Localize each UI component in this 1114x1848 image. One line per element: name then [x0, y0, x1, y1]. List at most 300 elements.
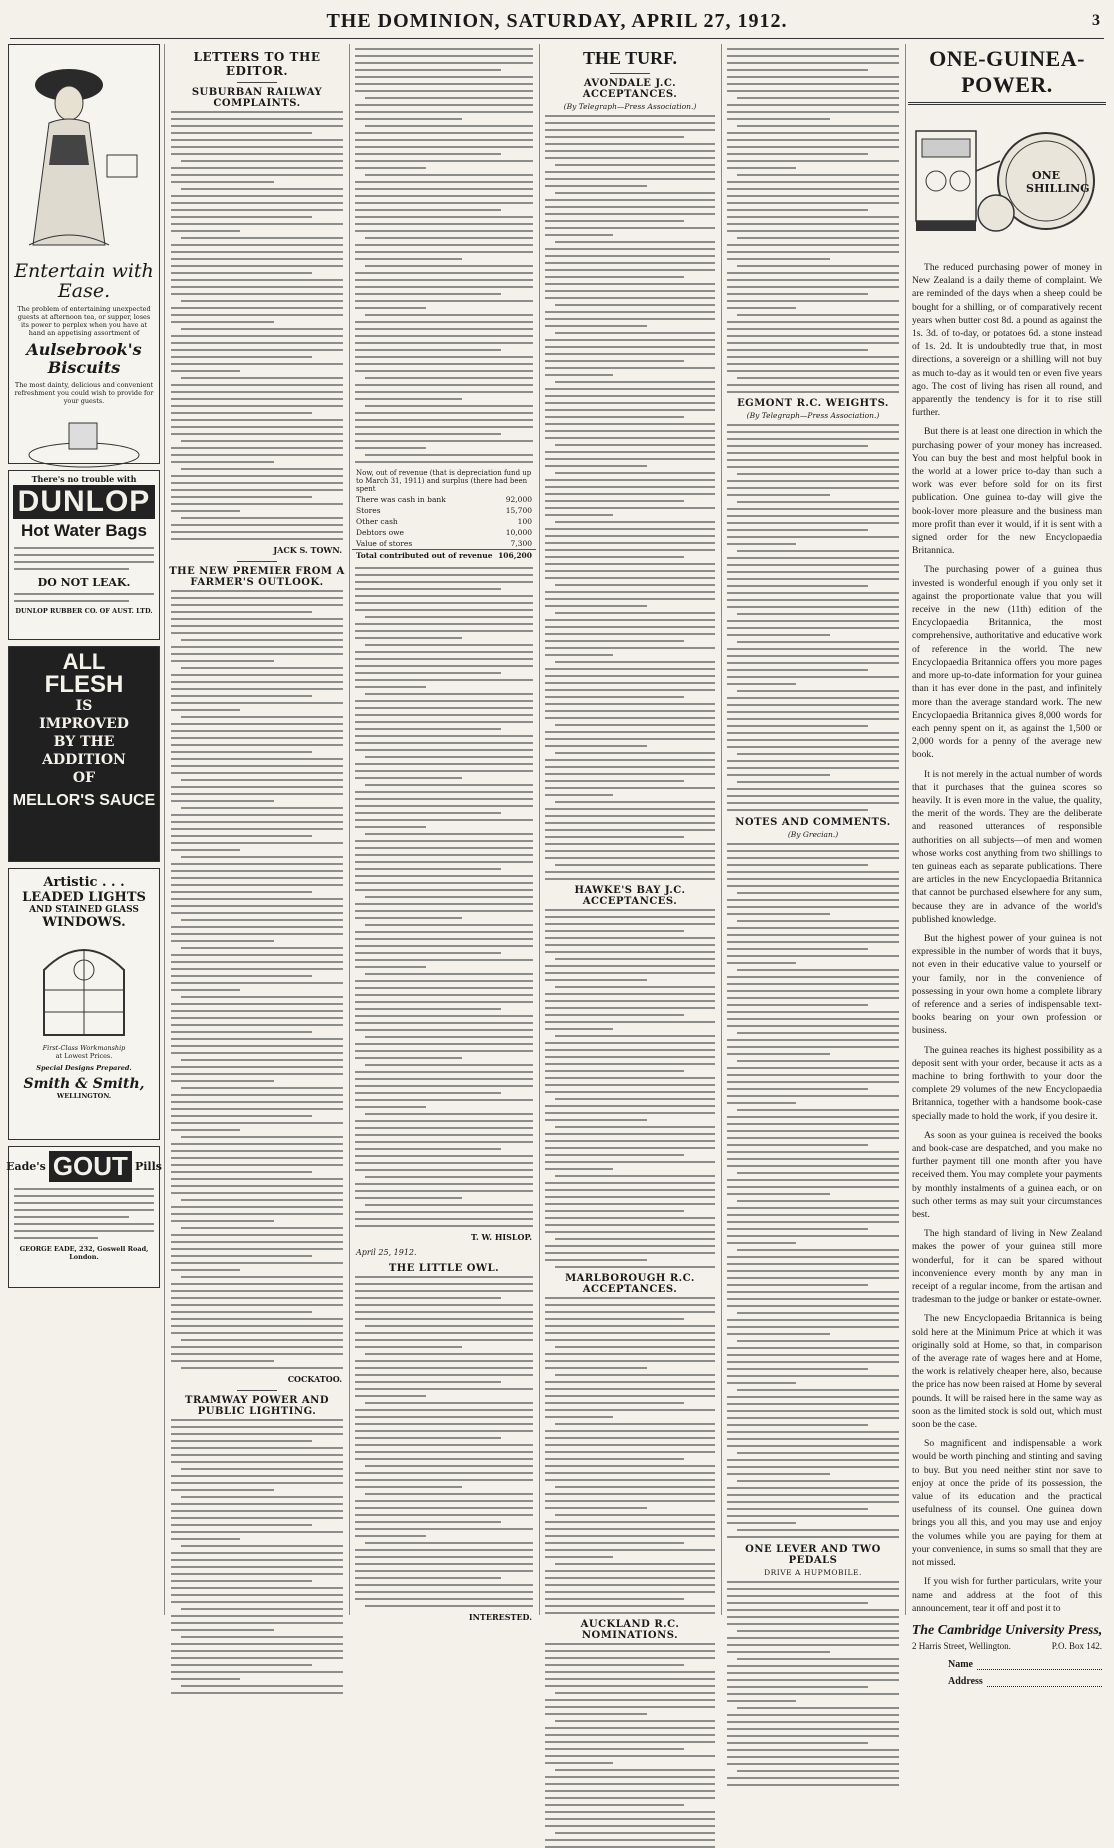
- text-line: [727, 1728, 899, 1730]
- text-line: [545, 1556, 613, 1558]
- text-line: [171, 1440, 312, 1442]
- article-text: [168, 590, 346, 1369]
- text-line: [355, 1127, 533, 1129]
- text-line: [727, 522, 899, 524]
- text-line: [171, 702, 343, 704]
- text-line: [727, 1263, 899, 1265]
- text-line: [171, 146, 343, 148]
- article-text: [724, 1581, 902, 1786]
- text-line: [355, 1444, 533, 1446]
- text-line: [545, 1783, 715, 1785]
- text-line: [171, 279, 343, 281]
- text-line: [171, 821, 343, 823]
- text-line: [545, 675, 715, 677]
- text-line: [545, 822, 715, 824]
- text-line: [737, 314, 899, 316]
- text-line: [545, 1804, 684, 1806]
- text-line: [555, 332, 715, 334]
- text-line: [181, 1199, 343, 1201]
- text-line: [727, 627, 899, 629]
- text-line: [355, 1162, 533, 1164]
- text-line: [545, 409, 715, 411]
- text-line: [727, 1501, 899, 1503]
- text-line: [171, 1052, 343, 1054]
- section-title: TRAMWAY POWER AND PUBLIC LIGHTING.: [185, 1395, 329, 1417]
- text-line: [727, 424, 899, 426]
- text-line: [365, 1493, 533, 1495]
- text-line: [355, 1423, 533, 1425]
- text-line: [355, 1015, 533, 1017]
- text-line: [727, 328, 899, 330]
- text-line: [171, 681, 343, 683]
- text-line: [355, 966, 426, 968]
- text-line: [365, 644, 533, 646]
- text-line: [355, 1106, 426, 1108]
- text-line: [181, 1636, 343, 1638]
- text-line: [355, 938, 533, 940]
- text-line: [355, 1071, 533, 1073]
- text-line: [727, 487, 899, 489]
- ad-product: Hot Water Bags: [21, 521, 147, 540]
- text-line: [545, 458, 715, 460]
- text-line: [545, 227, 715, 229]
- text-line: [545, 745, 647, 747]
- text-line: [737, 550, 899, 552]
- ad-line: FLESH: [44, 671, 124, 698]
- racing-notes-column: [724, 44, 902, 1615]
- text-line: [355, 749, 533, 751]
- text-line: [727, 1221, 899, 1223]
- ad-paragraph: The new Encyclopaedia Britannica is being sold here at the Minimum Price at which it was originally sold at Home, so that, in comparison of the average rate of wages here and at Home, the work is relatively cheaper here, also, because the price has now been raised at Home by several pounds. It will be raised here in the same way as soon as the limited stock is sold out, which must soon be the case.: [912, 1313, 1102, 1431]
- text-line: [727, 1424, 868, 1426]
- text-line: [171, 139, 343, 141]
- address-label: Address: [948, 1675, 983, 1687]
- text-line: [171, 1122, 343, 1124]
- text-line: [727, 571, 899, 573]
- letter-signature: COCKATOO.: [287, 1374, 342, 1384]
- text-line: [545, 1549, 715, 1551]
- text-line: [365, 377, 533, 379]
- text-line: [727, 1466, 899, 1468]
- text-line: [355, 777, 462, 779]
- text-line: [355, 910, 533, 912]
- text-line: [355, 1430, 533, 1432]
- text-line: [727, 1228, 868, 1230]
- text-line: [555, 1175, 715, 1177]
- text-line: [727, 202, 899, 204]
- text-line: [545, 1119, 647, 1121]
- text-line: [181, 237, 343, 239]
- text-line: [555, 241, 715, 243]
- text-line: [171, 975, 312, 977]
- text-line: [355, 146, 533, 148]
- text-line: [355, 160, 533, 162]
- text-line: [181, 667, 343, 669]
- text-line: [355, 1148, 501, 1150]
- text-line: [545, 654, 613, 656]
- text-line: [545, 479, 715, 481]
- text-line: [545, 731, 715, 733]
- text-line: [555, 612, 715, 614]
- text-line: [545, 1570, 715, 1572]
- text-line: [355, 1283, 533, 1285]
- text-line: [727, 1714, 899, 1716]
- text-line: [727, 132, 899, 134]
- text-line: [355, 707, 533, 709]
- text-line: [355, 272, 533, 274]
- text-line: [355, 1008, 501, 1010]
- text-line: [727, 1277, 899, 1279]
- text-line: [545, 738, 715, 740]
- row-label: Other cash: [356, 517, 398, 526]
- text-line: [355, 1381, 501, 1383]
- text-line: [171, 632, 343, 634]
- address-field[interactable]: [948, 1676, 1102, 1687]
- text-line: [355, 118, 462, 120]
- text-line: [727, 111, 899, 113]
- text-line: [545, 1776, 715, 1778]
- text-line: [727, 746, 899, 748]
- text-line: [171, 244, 343, 246]
- text-line: [171, 1150, 343, 1152]
- mellors-sauce-ad: [8, 646, 160, 862]
- text-line: [355, 1367, 533, 1369]
- text-line: [545, 1678, 715, 1680]
- text-line: [727, 913, 830, 915]
- text-line: [171, 209, 343, 211]
- text-line: [555, 958, 715, 960]
- text-line: [737, 920, 899, 922]
- text-line: [355, 370, 533, 372]
- text-line: [355, 1050, 533, 1052]
- column-divider: [721, 44, 722, 1615]
- text-line: [545, 1643, 715, 1645]
- text-line: [727, 335, 899, 337]
- text-line: [545, 1612, 715, 1614]
- text-line: [545, 486, 715, 488]
- text-line: [545, 1734, 715, 1736]
- article-text: [168, 111, 346, 540]
- text-line: [355, 251, 533, 253]
- text-line: [171, 1290, 343, 1292]
- article-text: [724, 48, 902, 393]
- text-line: [727, 1784, 899, 1786]
- text-line: [545, 1458, 684, 1460]
- text-line: [355, 686, 426, 688]
- text-line: [171, 181, 274, 183]
- ad-paragraph: As soon as your guinea is received the books and book-case are despatched, and you make no further payment till one month after you have received them. You may complete your payments by monthly instalments of a guinea each, or on such other terms as may suit your circumstances best.: [912, 1129, 1102, 1221]
- text-line: [727, 1046, 899, 1048]
- text-line: [545, 143, 715, 145]
- text-line: [355, 735, 533, 737]
- text-line: [727, 349, 868, 351]
- text-line: [545, 871, 715, 873]
- text-line: [171, 1531, 343, 1533]
- text-line: [355, 651, 533, 653]
- text-line: [545, 1381, 715, 1383]
- text-line: [171, 653, 343, 655]
- text-line: [355, 1598, 533, 1600]
- text-line: [171, 800, 274, 802]
- text-line: [355, 791, 533, 793]
- row-label: There was cash in bank: [356, 495, 446, 504]
- text-line: [737, 97, 899, 99]
- text-line: [171, 335, 343, 337]
- text-line: [171, 349, 343, 351]
- text-line: [171, 482, 343, 484]
- text-line: [727, 1116, 899, 1118]
- section-title: ONE LEVER AND TWO PEDALS: [745, 1544, 881, 1566]
- text-line: [545, 1598, 684, 1600]
- text-line: [355, 363, 533, 365]
- section-title: AVONDALE J.C. ACCEPTANCES.: [582, 78, 678, 100]
- text-line: [171, 1017, 343, 1019]
- publisher-po-box: P.O. Box 142.: [1051, 1640, 1102, 1651]
- text-line: [365, 1204, 533, 1206]
- text-line: [355, 1085, 533, 1087]
- text-line: [545, 1706, 715, 1708]
- article-text: [542, 1643, 718, 1848]
- section-subtitle: (By Telegraph—Press Association.): [746, 411, 880, 420]
- text-line: [727, 342, 899, 344]
- page-number: 3: [1092, 12, 1100, 29]
- text-line: [171, 524, 343, 526]
- text-line: [171, 688, 343, 690]
- text-line: [171, 1580, 312, 1582]
- letters-column: [168, 44, 346, 1615]
- text-line: [727, 1298, 899, 1300]
- text-line: [727, 1165, 899, 1167]
- text-line: [365, 237, 533, 239]
- text-line: [171, 1269, 240, 1271]
- text-line: [545, 843, 715, 845]
- text-line: [727, 1686, 868, 1688]
- text-line: [171, 230, 240, 232]
- text-line: [727, 697, 899, 699]
- text-line: [545, 248, 715, 250]
- text-line: [355, 1556, 533, 1558]
- text-line: [727, 1777, 899, 1779]
- text-line: [737, 265, 899, 267]
- text-line: [727, 795, 899, 797]
- text-line: [171, 1178, 343, 1180]
- coin-machine-illustration-icon: [908, 111, 1106, 251]
- text-line: [727, 104, 899, 106]
- text-line: [355, 763, 533, 765]
- text-line: [355, 581, 533, 583]
- text-line: [171, 447, 343, 449]
- text-line: [171, 1692, 343, 1694]
- text-line: [545, 1741, 715, 1743]
- text-line: [171, 1573, 343, 1575]
- text-line: [545, 276, 684, 278]
- text-line: [727, 760, 899, 762]
- text-line: [355, 840, 533, 842]
- text-line: [355, 1500, 533, 1502]
- text-line: [737, 1312, 899, 1314]
- text-line: [355, 447, 426, 449]
- text-line: [171, 926, 343, 928]
- revenue-table-row: [352, 527, 536, 538]
- text-line: [171, 1157, 343, 1159]
- text-line: [727, 655, 899, 657]
- ad-line: ALL: [62, 649, 106, 674]
- text-line: [737, 1249, 899, 1251]
- text-line: [545, 563, 715, 565]
- text-line: [365, 833, 533, 835]
- text-line: [171, 419, 343, 421]
- advertisement-column: [8, 44, 160, 1615]
- text-line: [727, 1403, 899, 1405]
- text-line: [171, 223, 343, 225]
- text-line: [355, 1486, 462, 1488]
- name-field[interactable]: [948, 1659, 1102, 1670]
- text-line: [355, 1169, 533, 1171]
- turf-heading: THE TURF.: [582, 48, 678, 68]
- text-line: [181, 639, 343, 641]
- text-line: [355, 1225, 533, 1227]
- text-line: [355, 1549, 533, 1551]
- text-line: [545, 311, 715, 313]
- ad-city: WELLINGTON.: [56, 1092, 112, 1100]
- text-line: [727, 941, 899, 943]
- text-line: [355, 356, 533, 358]
- text-line: [545, 325, 647, 327]
- text-line: [545, 1699, 715, 1701]
- text-line: [737, 1200, 899, 1202]
- text-line: [555, 864, 715, 866]
- text-line: [171, 1419, 343, 1421]
- text-line: [171, 1657, 343, 1659]
- text-line: [181, 1468, 343, 1470]
- text-line: [171, 1010, 343, 1012]
- text-line: [355, 1043, 533, 1045]
- text-line: [355, 1211, 533, 1213]
- text-line: [727, 934, 899, 936]
- text-line: [365, 1605, 533, 1607]
- text-line: [555, 724, 715, 726]
- text-line: [355, 1155, 533, 1157]
- text-line: [545, 850, 715, 852]
- ad-line: ADDITION: [42, 752, 126, 768]
- text-line: [727, 676, 899, 678]
- text-line: [171, 1517, 343, 1519]
- text-line: [727, 300, 899, 302]
- text-line: [727, 585, 868, 587]
- text-line: [727, 1361, 899, 1363]
- text-line: [545, 717, 715, 719]
- ad-paragraph: But the highest power of your guinea is not expressible in the number of words that it buys, not even in their educative value to yourself or your family, nor in the convenience of possessing in your own home a complete library of reference and a series of indispensable text-books bearing on your own profession or business.: [912, 932, 1102, 1037]
- text-line: [181, 517, 343, 519]
- text-line: [727, 1522, 796, 1524]
- text-line: [365, 924, 533, 926]
- text-line: [545, 556, 684, 558]
- text-line: [171, 426, 343, 428]
- text-line: [171, 251, 343, 253]
- ad-paragraph: So magnificent and indispensable a work would be worth pinching and stinting and saving to buy. But you need neither stint nor save to enjoy at once the pride of its possession, the value of its education and the practical usefulness of its counsel. One guinea down brings you all this, and you may use and enjoy the volumes while you are paying for them at your convenience, in sums so small that they are not missed.: [912, 1438, 1102, 1569]
- text-line: [365, 125, 533, 127]
- text-line: [355, 994, 533, 996]
- text-line: [545, 1259, 647, 1261]
- text-line: [555, 381, 715, 383]
- text-line: [727, 683, 796, 685]
- text-line: [355, 1346, 462, 1348]
- text-line: [171, 1629, 274, 1631]
- text-line: [545, 1465, 715, 1467]
- text-line: [555, 1374, 715, 1376]
- text-line: [171, 195, 343, 197]
- text-line: [355, 328, 533, 330]
- text-line: [545, 451, 715, 453]
- text-line: [171, 1213, 343, 1215]
- text-line: [727, 459, 899, 461]
- text-line: [181, 919, 343, 921]
- text-line: [545, 1444, 715, 1446]
- ad-line: OF: [72, 770, 96, 786]
- text-line: [727, 543, 796, 545]
- text-line: [355, 847, 533, 849]
- text-line: [171, 475, 343, 477]
- text-line: [727, 230, 899, 232]
- text-line: [355, 223, 533, 225]
- text-line: [727, 1235, 899, 1237]
- text-line: [181, 856, 343, 858]
- text-line: [171, 695, 312, 697]
- text-line: [727, 704, 899, 706]
- text-line: [355, 216, 533, 218]
- text-line: [727, 216, 899, 218]
- text-line: [727, 1319, 899, 1321]
- ad-footer: GEORGE EADE, 232, Goswell Road, London.: [19, 1245, 149, 1261]
- text-line: [355, 412, 533, 414]
- text-line: [727, 857, 899, 859]
- ad-line: WINDOWS.: [42, 915, 126, 930]
- text-line: [737, 753, 899, 755]
- text-line: [727, 1700, 796, 1702]
- text-line: [365, 973, 533, 975]
- text-line: [171, 1094, 343, 1096]
- text-line: [727, 1130, 899, 1132]
- text-line: [545, 1825, 715, 1827]
- text-line: [171, 940, 274, 942]
- text-line: [727, 1256, 899, 1258]
- text-line: [727, 962, 796, 964]
- text-line: [355, 805, 533, 807]
- text-line: [727, 809, 868, 811]
- name-blank[interactable]: [977, 1659, 1102, 1670]
- text-line: [355, 1437, 501, 1439]
- text-line: [355, 111, 533, 113]
- text-line: [545, 1521, 715, 1523]
- column-divider: [349, 44, 350, 1615]
- text-line: [545, 1650, 715, 1652]
- britannica-advertisement: [908, 44, 1106, 1687]
- text-line: [171, 597, 343, 599]
- text-line: [727, 1039, 899, 1041]
- text-line: [545, 1182, 715, 1184]
- text-line: [545, 1318, 684, 1320]
- address-blank[interactable]: [987, 1676, 1102, 1687]
- text-line: [545, 1245, 715, 1247]
- text-line: [365, 1402, 533, 1404]
- text-line: [355, 1388, 533, 1390]
- text-line: [355, 62, 533, 64]
- text-line: [727, 725, 868, 727]
- text-line: [545, 1451, 715, 1453]
- text-line: [171, 1538, 240, 1540]
- text-line: [727, 1179, 899, 1181]
- text-line: [181, 996, 343, 998]
